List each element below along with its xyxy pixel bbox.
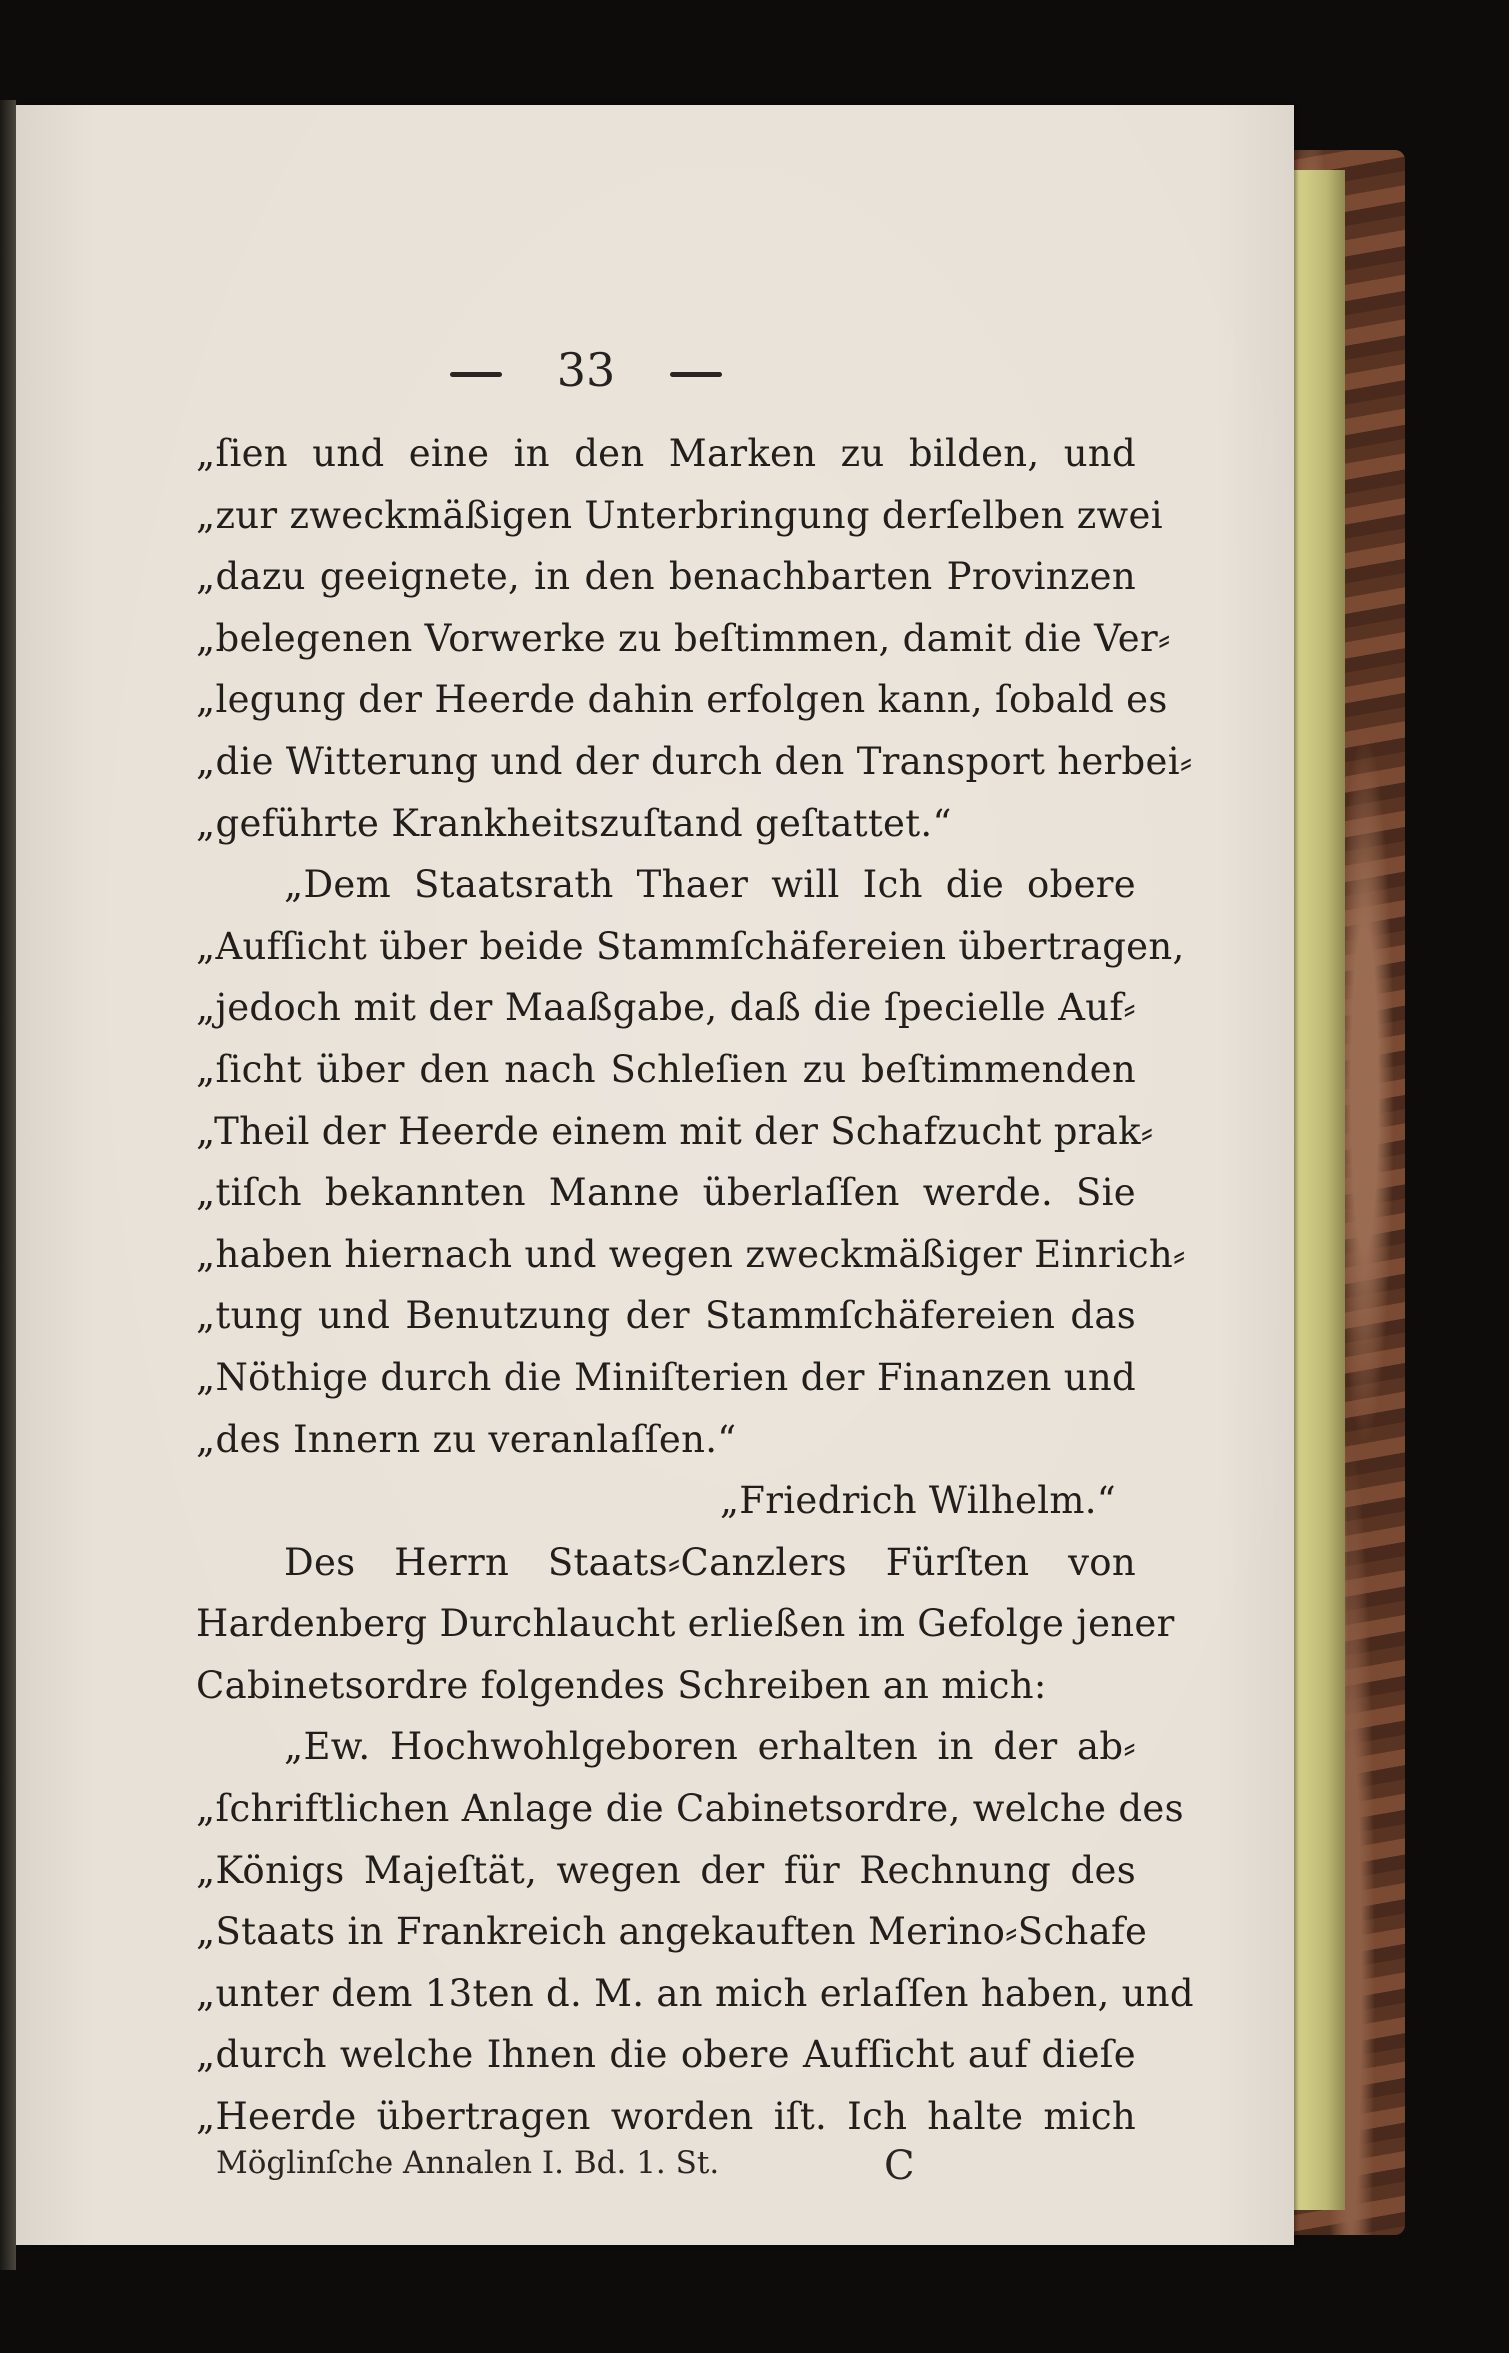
text-line: „tiſch bekannten Manne überlaſſen werde. Sie [196, 1171, 1136, 1215]
text-line: „Staats in Frankreich angekauften Merino⸗Schafe [196, 1910, 1148, 1954]
text-line: „Dem Staatsrath Thaer will Ich die obere [284, 863, 1136, 907]
text-line: „jedoch mit der Maaßgabe, daß die ſpecielle Auf⸗ [196, 986, 1136, 1030]
text-line: „unter dem 13ten d. M. an mich erlaſſen haben, und [196, 1971, 1194, 2015]
text-line: Des Herrn Staats⸗Canzlers Fürſten von [284, 1540, 1136, 1584]
text-line: Cabinetsordre folgendes Schreiben an mich: [196, 1663, 1047, 1707]
text-line: „Nöthige durch die Miniſterien der Finanzen und [196, 1355, 1136, 1399]
text-line: „durch welche Ihnen die obere Aufſicht auf dieſe [196, 2033, 1136, 2077]
page-number: 33 [556, 343, 616, 397]
signature-line: Möglinſche Annalen I. Bd. 1. St. [216, 2145, 720, 2181]
text-line: „Heerde übertragen worden iſt. Ich halte mich [196, 2095, 1136, 2139]
text-line: „Friedrich Wilhelm.“ [719, 1479, 1116, 1523]
text-line: „des Innern zu veranlaſſen.“ [196, 1417, 737, 1461]
text-line: „haben hiernach und wegen zweckmäßiger Einrich⸗ [196, 1232, 1186, 1276]
page-footer [216, 2145, 1116, 2205]
text-line: „Aufſicht über beide Stammſchäfereien übertragen, [196, 924, 1185, 968]
left-page-edge [0, 100, 16, 2270]
text-line: „dazu geeignete, in den benachbarten Provinzen [196, 555, 1136, 599]
header-dash-left [450, 372, 502, 377]
text-line: „Theil der Heerde einem mit der Schafzucht prak⸗ [196, 1109, 1154, 1153]
signature-mark: C [884, 2143, 915, 2189]
text-line: „ſien und eine in den Marken zu bilden, und [196, 432, 1136, 475]
text-line: „geführte Krankheitszuſtand geſtattet.“ [196, 801, 952, 845]
text-line: „tung und Benutzung der Stammſchäfereien das [196, 1294, 1136, 1338]
text-line: „Königs Majeſtät, wegen der für Rechnung des [196, 1848, 1136, 1892]
text-line: „belegenen Vorwerke zu beſtimmen, damit die Ver⸗ [196, 616, 1171, 660]
page-header [136, 343, 1036, 397]
header-dash-right [670, 372, 722, 377]
text-line: „ſchriftlichen Anlage die Cabinetsordre, welche des [196, 1787, 1184, 1831]
body-text [196, 423, 1194, 2148]
text-line: „legung der Heerde dahin erfolgen kann, ſobald es [196, 678, 1168, 722]
text-line: „zur zweckmäßigen Unterbringung derſelben zwei [196, 493, 1163, 537]
text-line: „Ew. Hochwohlgeboren erhalten in der ab⸗ [284, 1725, 1136, 1769]
text-line: „die Witterung und der durch den Transport herbei⸗ [196, 739, 1193, 783]
text-line: „ſicht über den nach Schleſien zu beſtimmenden [196, 1047, 1136, 1091]
text-line: Hardenberg Durchlaucht erließen im Gefolge jener [196, 1602, 1175, 1646]
book-page [16, 105, 1294, 2245]
